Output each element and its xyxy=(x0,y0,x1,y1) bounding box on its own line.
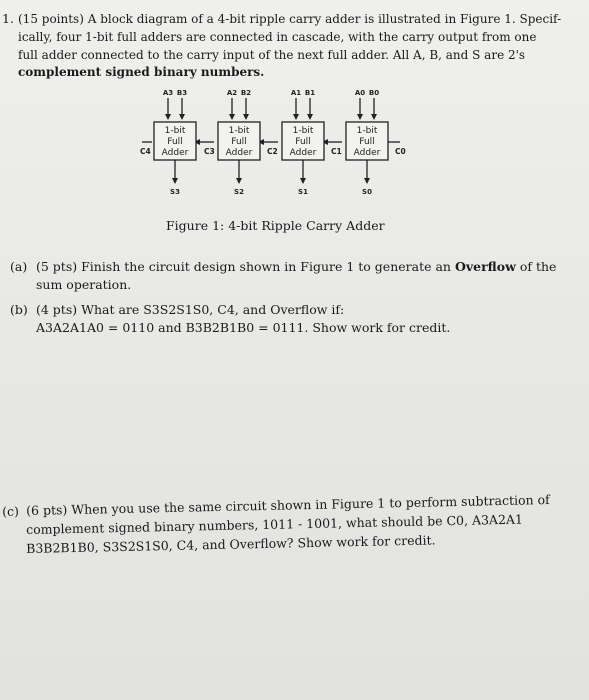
question-line-1: (15 points) A block diagram of a 4-bit ripple carry adder is illustrated in Figure 1. Specif- xyxy=(18,12,562,26)
output-label-s0: S0 xyxy=(362,188,372,196)
ripple-carry-adder-figure xyxy=(138,84,418,204)
output-label-s1: S1 xyxy=(298,188,308,196)
question-line-3: full adder connected to the carry input of the next full adder. All A, B, and S are 2's xyxy=(18,48,526,62)
part-a-label: (a) xyxy=(10,259,28,274)
part-b-line-1: (4 pts) What are S3S2S1S0, C4, and Overflow if: xyxy=(36,302,345,317)
carry-label-c0: C0 xyxy=(395,147,406,156)
output-label-s2: S2 xyxy=(234,188,244,196)
input-label-a0: A0 xyxy=(354,89,366,97)
carry-label-c1: C1 xyxy=(331,147,342,156)
carry-label-c4: C4 xyxy=(140,147,151,156)
part-b-line-2: A3A2A1A0 = 0110 and B3B2B1B0 = 0111. Show work for credit. xyxy=(36,320,451,335)
part-a-text-end: of the xyxy=(519,259,557,274)
adder-label: Full xyxy=(231,137,247,147)
question-line-2: ically, four 1-bit full adders are connected in cascade, with the carry output from one xyxy=(18,30,537,44)
adder-label: 1-bit xyxy=(356,126,378,136)
question-line-4: complement signed binary numbers. xyxy=(18,65,265,79)
part-c-label: (c) xyxy=(2,503,20,519)
adder-label: Adder xyxy=(161,148,189,158)
part-c-line-3: B3B2B1B0, S3S2S1S0, C4, and Overflow? Show work for credit. xyxy=(26,532,436,556)
overflow-term: Overflow xyxy=(454,259,516,274)
adder-label: 1-bit xyxy=(228,126,250,136)
carry-label-c3: C3 xyxy=(204,147,215,156)
adder-label: Adder xyxy=(289,148,317,158)
adder-label: 1-bit xyxy=(164,126,186,136)
carry-label-c2: C2 xyxy=(267,147,278,156)
adder-label: Full xyxy=(359,137,375,147)
part-c-line-2: complement signed binary numbers, 1011 - 1001, what should be C0, A3A2A1 xyxy=(26,511,524,537)
input-label-a1: A1 xyxy=(290,89,302,97)
figure-caption: Figure 1: 4-bit Ripple Carry Adder xyxy=(166,218,385,233)
part-a-line-1 xyxy=(36,258,556,276)
adder-label: Full xyxy=(295,137,311,147)
input-label-b1: B1 xyxy=(304,89,316,97)
adder-diagram xyxy=(138,84,418,204)
question-number: 1. xyxy=(2,11,14,26)
adder-label: 1-bit xyxy=(292,126,314,136)
part-c-line-1: (6 pts) When you use the same circuit shown in Figure 1 to perform subtraction of xyxy=(26,492,550,518)
input-label-b3: B3 xyxy=(176,89,188,97)
input-label-a2: A2 xyxy=(226,89,238,97)
adder-label: Full xyxy=(167,137,183,147)
input-label-b0: B0 xyxy=(368,89,380,97)
part-a-line-2: sum operation. xyxy=(36,277,132,292)
input-label-b2: B2 xyxy=(240,89,252,97)
part-b-label: (b) xyxy=(10,302,28,317)
input-label-a3: A3 xyxy=(162,89,174,97)
output-label-s3: S3 xyxy=(170,188,180,196)
adder-label: Adder xyxy=(225,148,253,158)
part-a-text: (5 pts) Finish the circuit design shown in Figure 1 to generate an xyxy=(36,259,451,274)
adder-label: Adder xyxy=(353,148,381,158)
